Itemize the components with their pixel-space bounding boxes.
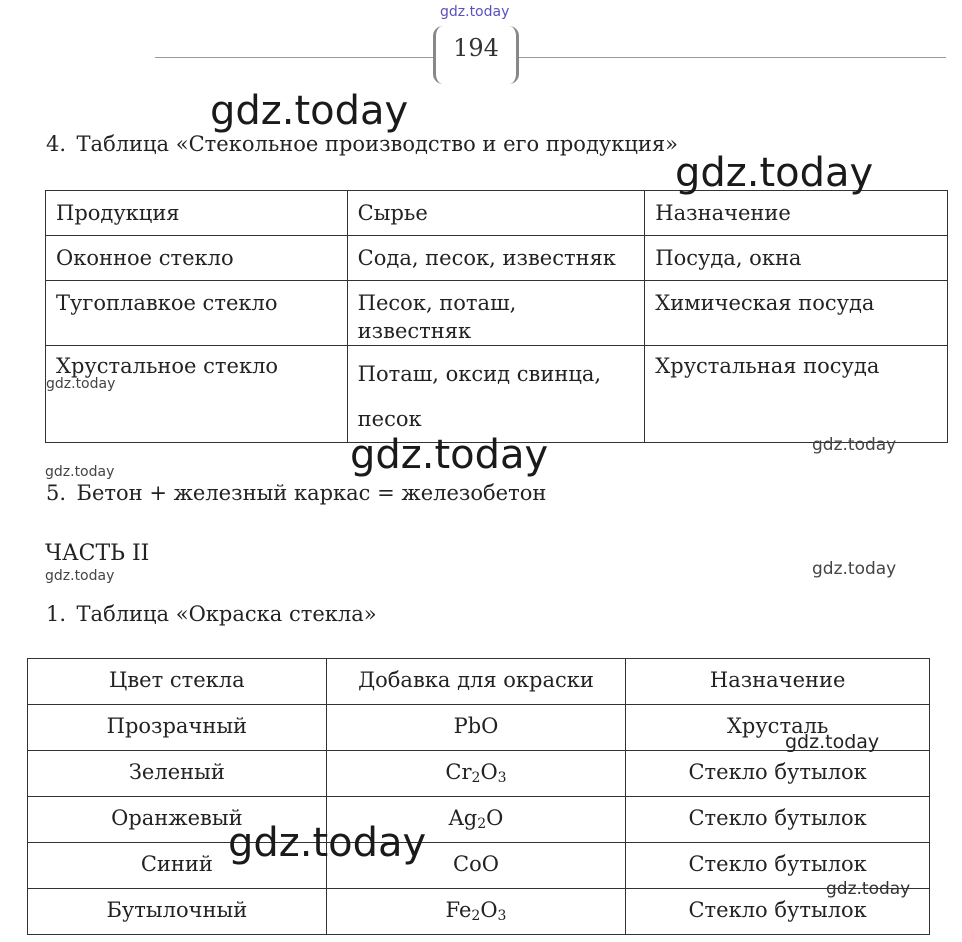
header-rule-right — [519, 57, 946, 58]
color-cell: Прозрачный — [28, 705, 327, 751]
task5-text: 5. Бетон + железный каркас = железобетон — [46, 481, 547, 505]
color-cell: Синий — [28, 843, 327, 889]
top-watermark: gdz.today — [440, 4, 510, 20]
table-row — [28, 751, 930, 797]
color-cell: Зеленый — [28, 751, 327, 797]
table-cell: Химическая посуда — [645, 281, 948, 346]
table-cell: Песок, поташ, известняк — [347, 281, 645, 346]
column-header: Цвет стекла — [28, 659, 327, 705]
column-header: Продукция — [46, 191, 348, 236]
column-header: Назначение — [626, 659, 930, 705]
table-cell: Поташ, оксид свинца, песок — [347, 346, 645, 443]
watermark-big: gdz.today — [350, 432, 549, 478]
watermark-small: gdz.today — [826, 879, 911, 899]
watermark-big: gdz.today — [675, 150, 874, 196]
glass-production-table — [45, 190, 948, 443]
purpose-cell: Стекло бутылок — [626, 889, 930, 935]
part2-task1-heading: 1. Таблица «Окраска стекла» — [46, 602, 377, 626]
table-header-row — [46, 191, 948, 236]
table-header-row — [28, 659, 930, 705]
table-row — [28, 889, 930, 935]
watermark-small: gdz.today — [46, 376, 116, 392]
column-header: Сырье — [347, 191, 645, 236]
table-cell: Оконное стекло — [46, 236, 348, 281]
purpose-cell: Хрусталь — [626, 705, 930, 751]
watermark-big: gdz.today — [228, 820, 427, 866]
watermark-small: gdz.today — [785, 731, 880, 753]
page-number: 194 — [453, 34, 499, 62]
table-cell: Хрустальная посуда — [645, 346, 948, 443]
table-cell: Сода, песок, известняк — [347, 236, 645, 281]
table-cell: Тугоплавкое стекло — [46, 281, 348, 346]
table-cell: Хрустальное стекло — [46, 346, 348, 443]
table-row — [46, 281, 948, 346]
column-header: Добавка для окраски — [326, 659, 626, 705]
additive-cell: CoO — [326, 843, 626, 889]
glass-color-table — [27, 658, 930, 935]
color-cell: Бутылочный — [28, 889, 327, 935]
additive-cell: $Cr_2O_3$ — [326, 751, 626, 797]
table-row — [46, 346, 948, 443]
watermark-small: gdz.today — [45, 568, 115, 584]
purpose-cell: Стекло бутылок — [626, 751, 930, 797]
column-header: Назначение — [645, 191, 948, 236]
task4-heading: 4. Таблица «Стекольное производство и его продукция» — [46, 132, 678, 156]
purpose-cell: Стекло бутылок — [626, 797, 930, 843]
additive-cell: $Fe_2O_3$ — [326, 889, 626, 935]
table-row — [28, 843, 930, 889]
table-row — [46, 236, 948, 281]
part2-title: ЧАСТЬ II — [45, 541, 150, 566]
additive-cell: $Ag_2O$ — [326, 797, 626, 843]
color-cell: Оранжевый — [28, 797, 327, 843]
purpose-cell: Стекло бутылок — [626, 843, 930, 889]
watermark-big: gdz.today — [210, 88, 409, 134]
additive-cell: PbO — [326, 705, 626, 751]
header-rule-left — [155, 57, 433, 58]
table-row — [28, 797, 930, 843]
watermark-small: gdz.today — [812, 559, 897, 579]
watermark-small: gdz.today — [45, 464, 115, 480]
table-cell: Посуда, окна — [645, 236, 948, 281]
watermark-small: gdz.today — [812, 435, 897, 455]
